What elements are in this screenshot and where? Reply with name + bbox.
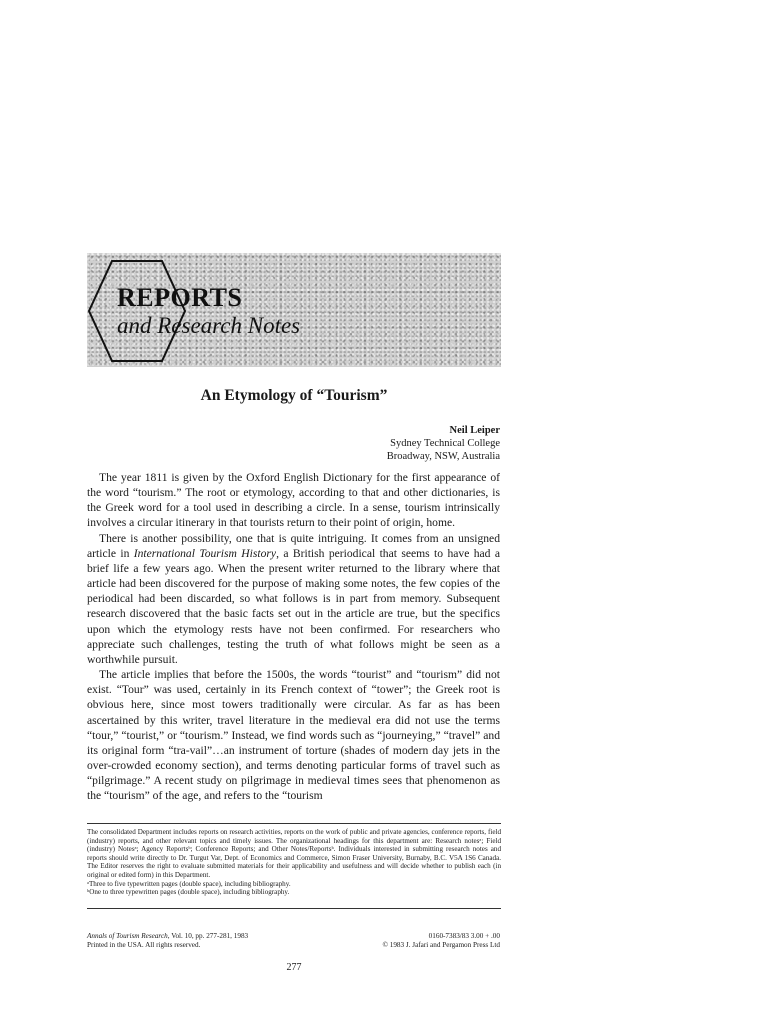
printed-note: Printed in the USA. All rights reserved. (87, 941, 201, 949)
footnote-main: The consolidated Department includes reports on research activities, reports on the work of public and private agencies, conference reports, field (industry) reports, and other relevant topics and timely issues. The organizational headings for this department are: Research notesᵃ; Field (industry) Notesᵃ; Agency Reportsᵇ; Conference Reports; and Other Notes/Reportsᵇ. Individuals interested in submitting research notes and reports should write directly to Dr. Turgut Var, Dept. of Economics and Commerce, Simon Fraser University, Burnaby, B.C. V5A 1S6 Canada. The Editor reserves the right to evaluate submitted materials for their applicability and usefulness and will decide whether to publish each (in original or edited form) in this Department. (87, 828, 501, 879)
paragraph-2-start: There is another possibility, one that is quite intriguing. It comes from an unsigned article in (87, 531, 500, 560)
section-banner (87, 253, 501, 367)
paragraph-3: The article implies that before the 1500s, the words “tourist” and “tourism” did not exist. “Tour” was used, certainly in its French context of “tower”; the Greek root is obvious here, since most towers traditionally were circular. As far as has been ascertained by this writer, travel literature in the medieval era did not use the terms “tour,” “tourist,” or “tourism.” Instead, we find words such as “journeying,” “travel” and its original form “tra-vail”…an instrument of torture (shades of modern day jets in the over-crowded economy section), and terms denoting particular forms of travel such as “pilgrimage.” A recent study on pilgrimage in medieval times sees that phenomenon as the “tourism” of the age, and refers to the “tourism (87, 668, 500, 803)
author-institution: Sydney Technical College (390, 438, 500, 449)
paragraph-1: The year 1811 is given by the Oxford English Dictionary for the first appearance of the word “tourism.” The root or etymology, according to that and other dictionaries, is the Greek word for a tool used in describing a circle. In a sense, tourism intrinsically involves a circular itinerary in that tourists return to their point of origin, home. (87, 471, 500, 530)
journal-citation (87, 932, 248, 941)
paragraph-2 (87, 531, 500, 667)
footnote-b: ᵇOne to three typewritten pages (double space), including bibliography. (87, 888, 290, 897)
paragraph-2-end: , a British periodical that seems to have had a brief life a few years ago. When the present writer returned to the library where that article had been discovered for the purpose of making some notes, the few copies of the periodical had been discarded, so what follows is in part from memory. Subsequent research discovered that the basic facts set out in the article are true, but the specifics upon which the etymology rests have not been confirmed. For researchers who appreciate such challenges, testing the truth of what follows might be seen as a worthwhile pursuit. (87, 546, 500, 666)
footnote-a: ᵃThree to five typewritten pages (double space), including bibliography. (87, 879, 291, 888)
author-name: Neil Leiper (449, 425, 500, 436)
section-title: REPORTS (117, 283, 243, 312)
author-block (387, 424, 500, 463)
journal-volume: , Vol. 10, pp. 277-281, 1983 (167, 932, 249, 940)
page-number: 277 (286, 962, 302, 973)
article-title: An Etymology of “Tourism” (200, 387, 388, 404)
footnotes (87, 828, 501, 897)
author-location: Broadway, NSW, Australia (386, 451, 500, 462)
section-subtitle: and Research Notes (117, 313, 301, 338)
issn: 0160-7383/83 3.00 + .00 (428, 932, 500, 940)
copyright: © 1983 J. Jafari and Pergamon Press Ltd (382, 941, 500, 949)
article-body (87, 470, 500, 803)
journal-citation-block (87, 932, 248, 950)
journal-name: Annals of Tourism Research (87, 932, 168, 940)
periodical-title: International Tourism History (133, 546, 277, 560)
footer-divider (87, 908, 501, 909)
journal-rights-block (382, 932, 500, 950)
footnote-divider (87, 823, 501, 824)
